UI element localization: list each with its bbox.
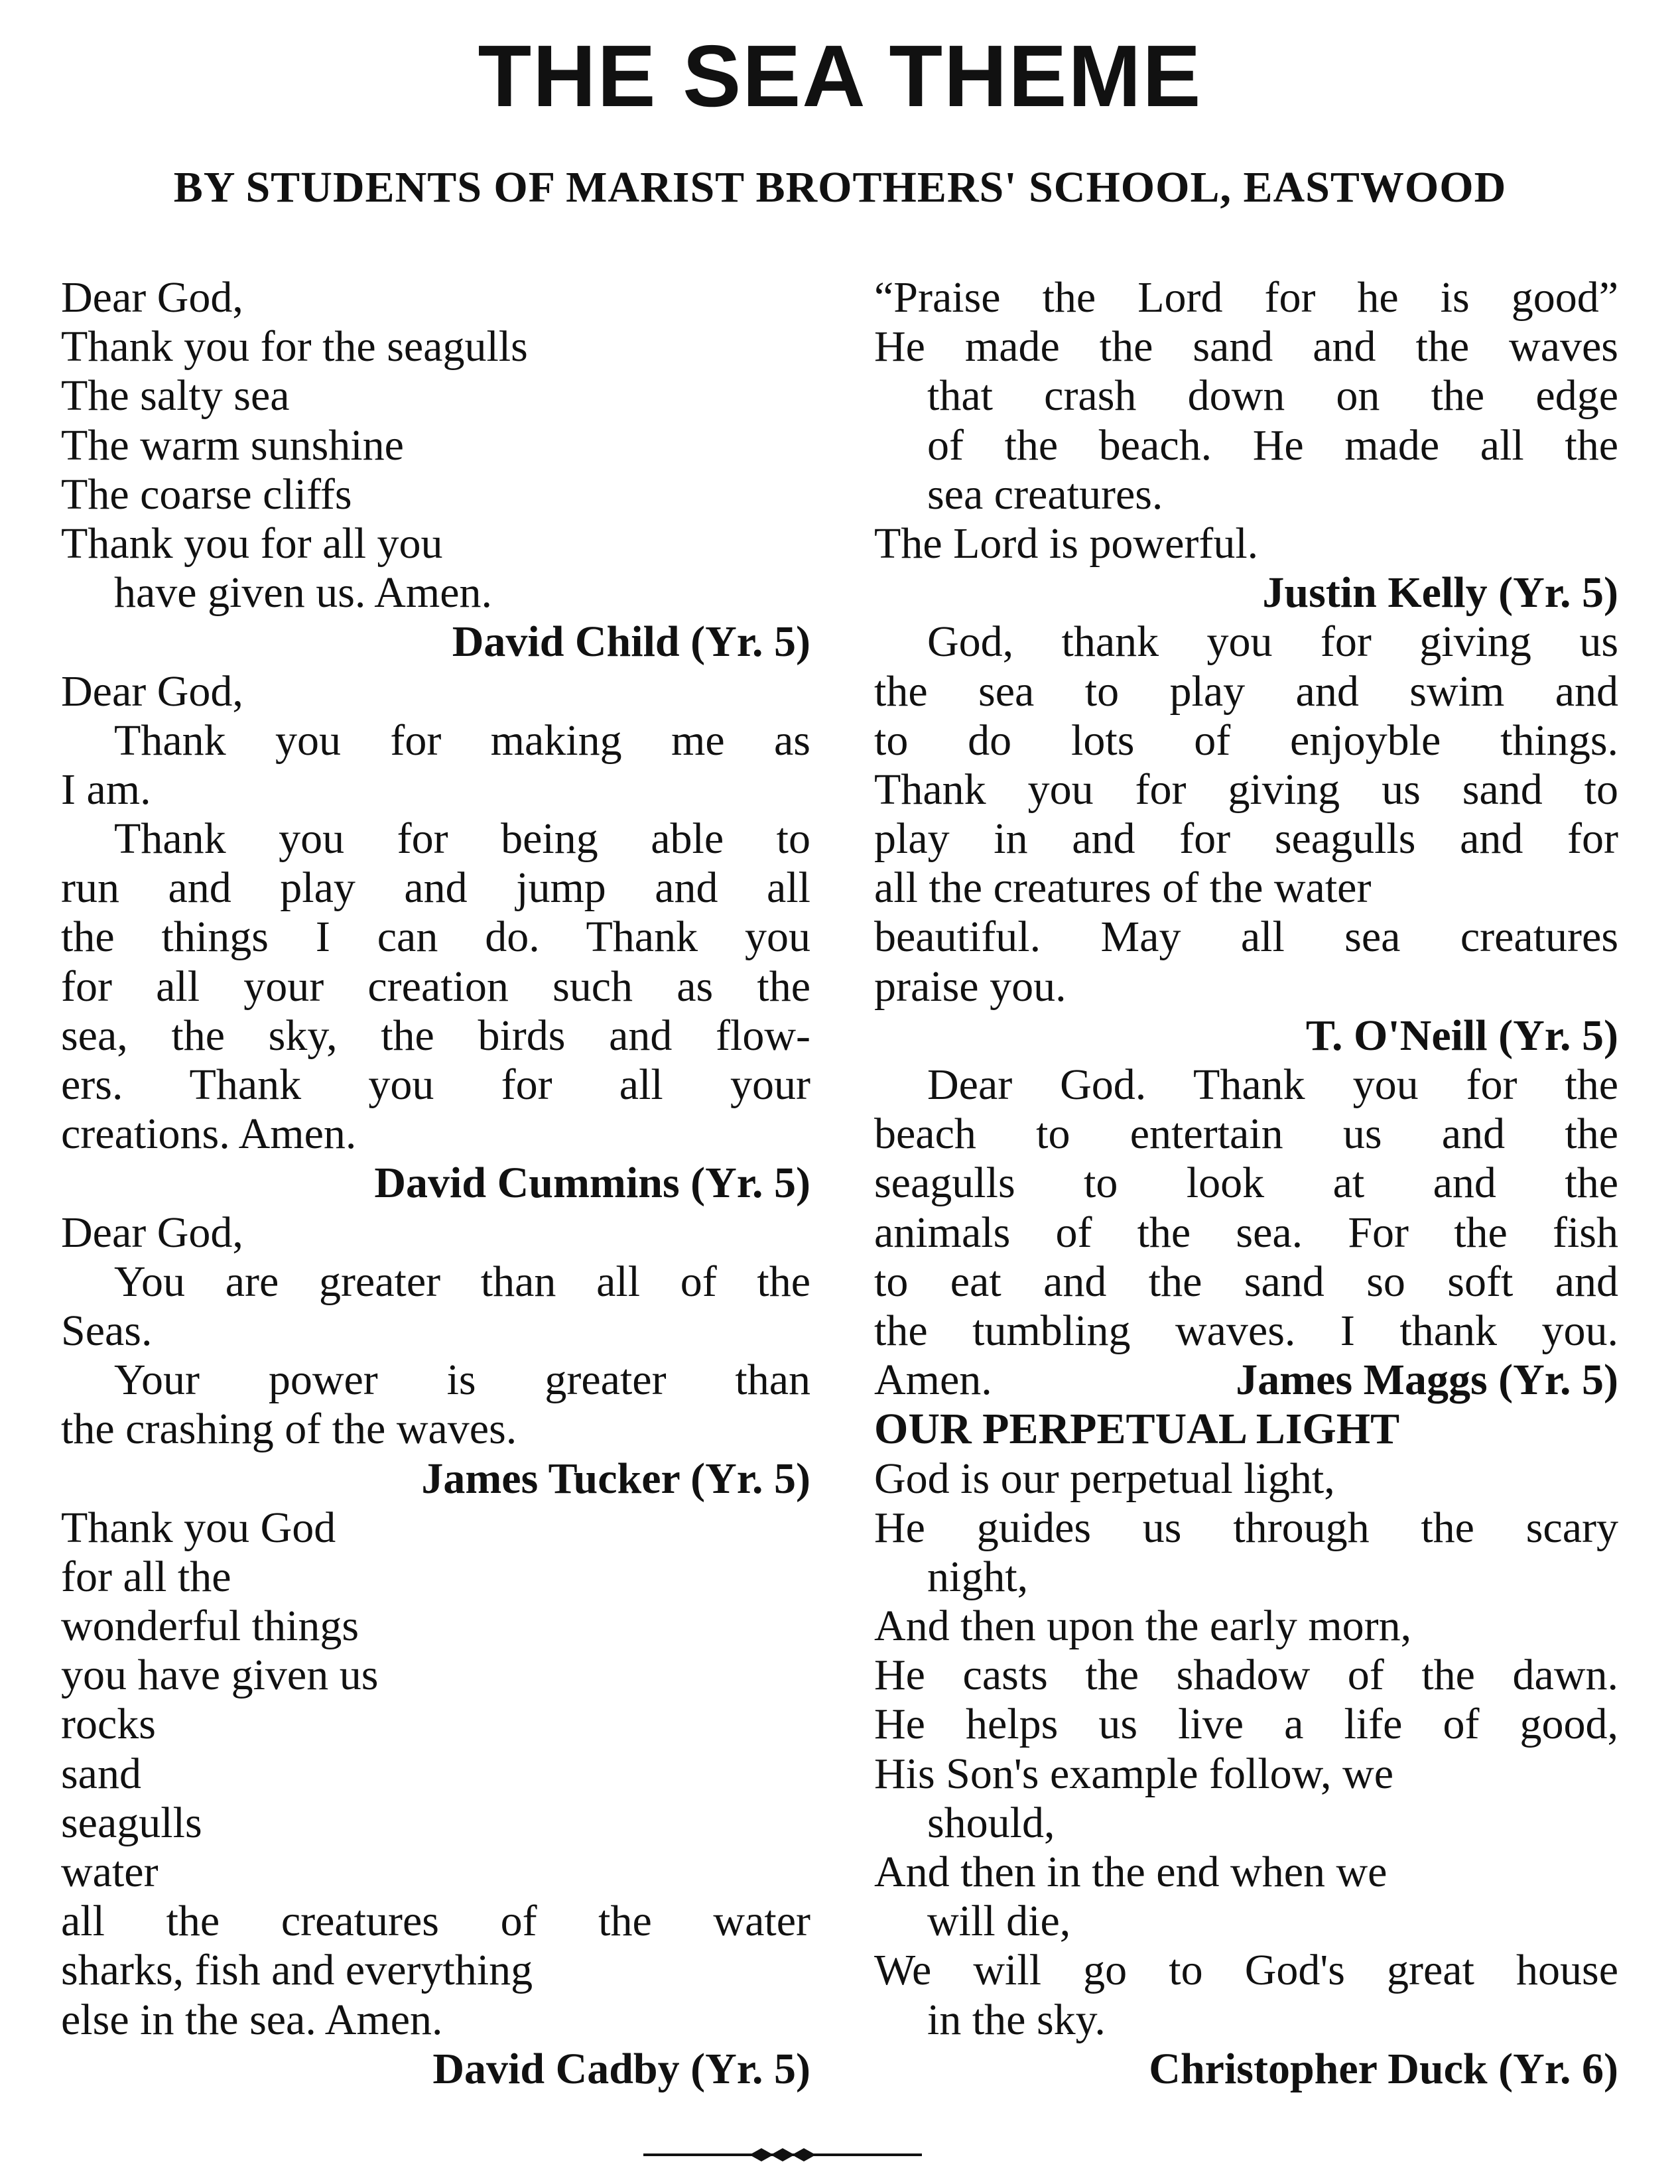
poem-line: And then in the end when we [874, 1848, 1388, 1896]
poem-line: night, [927, 1552, 1029, 1601]
poem-line: the tumbling waves. I thank you. [874, 1306, 1618, 1355]
poem-line: animals of the sea. For the fish [874, 1208, 1618, 1257]
poem-line: all the creatures of the water [61, 1897, 810, 1946]
poem-line: sand [61, 1749, 141, 1798]
poem-line: beach to entertain us and the [874, 1110, 1618, 1159]
poem-line: you have given us [61, 1651, 379, 1700]
poem-line: His Son's example follow, we [874, 1749, 1394, 1798]
poem-line: Thank you for being able to [114, 814, 810, 864]
author-credit: David Child (Yr. 5) [452, 617, 810, 667]
poem-line: the things I can do. Thank you [61, 913, 810, 962]
poem-line: Your power is greater than [114, 1356, 810, 1405]
poem-line-text: Amen. [874, 1356, 992, 1405]
author-credit: Christopher Duck (Yr. 6) [1149, 2044, 1618, 2093]
poem-line: the crashing of the waves. [61, 1405, 517, 1454]
page-subtitle: BY STUDENTS OF MARIST BROTHERS' SCHOOL, EASTWOOD [173, 163, 1507, 212]
poem-line: play in and for seagulls and for [874, 814, 1618, 864]
poem-line: The warm sunshine [61, 420, 404, 470]
author-credit: Justin Kelly (Yr. 5) [1262, 568, 1618, 617]
poem-heading: OUR PERPETUAL LIGHT [874, 1405, 1400, 1454]
poem-line: in the sky. [927, 1995, 1106, 2044]
poem-line: water [61, 1848, 159, 1896]
poem-line: should, [927, 1798, 1055, 1847]
poem-line: sea creatures. [927, 470, 1163, 519]
poem-line: to do lots of enjoyble things. [874, 716, 1618, 765]
poem-line: for all your creation such as the [61, 962, 810, 1011]
poem-line: Thank you for all you [61, 519, 443, 568]
poem-line: the sea to play and swim and [874, 667, 1618, 716]
poem-line: He helps us live a life of good, [874, 1700, 1618, 1749]
poem-line: The Lord is powerful. [874, 519, 1259, 568]
poem-line: run and play and jump and all [61, 864, 810, 913]
right-column [874, 273, 1618, 2094]
poem-line: I am. [61, 765, 151, 814]
poem-line: all the creatures of the water [874, 864, 1372, 913]
poem-line: sea, the sky, the birds and flow- [61, 1011, 810, 1060]
poem-line: He made the sand and the waves [874, 322, 1618, 371]
poem-line: Thank you for giving us sand to [874, 765, 1618, 814]
poem-line: wonderful things [61, 1602, 359, 1651]
poem-line: seagulls to look at and the [874, 1159, 1618, 1208]
poem-line: Dear God, [61, 1208, 243, 1257]
left-column [61, 273, 810, 2094]
poem-line: have given us. Amen. [114, 568, 493, 617]
poem-line: We will go to God's great house [874, 1946, 1618, 1995]
poem-line: Thank you for the seagulls [61, 322, 528, 371]
poem-line: Dear God, [61, 273, 243, 322]
poem-line: of the beach. He made all the [927, 420, 1618, 470]
poem-line [874, 1356, 1618, 1405]
poem-line: rocks [61, 1700, 156, 1749]
poem-line: creations. Amen. [61, 1110, 357, 1159]
poem-line: The coarse cliffs [61, 470, 352, 519]
author-credit: David Cadby (Yr. 5) [432, 2044, 810, 2093]
poem-line: ers. Thank you for all your [61, 1060, 810, 1109]
poem-line: will die, [927, 1897, 1071, 1946]
poem-line: beautiful. May all sea creatures [874, 913, 1618, 962]
poem-line: Thank you for making me as [114, 716, 810, 765]
poem-line: Dear God, [61, 667, 243, 716]
poem-line: Thank you God [61, 1503, 336, 1552]
poem-line: Seas. [61, 1306, 153, 1355]
poem-line: Dear God. Thank you for the [927, 1060, 1618, 1109]
author-credit: James Tucker (Yr. 5) [421, 1454, 810, 1503]
poem-line: sharks, fish and everything [61, 1946, 533, 1995]
author-credit: James Maggs (Yr. 5) [1236, 1356, 1618, 1405]
poem-line: He casts the shadow of the dawn. [874, 1651, 1618, 1700]
poem-line: The salty sea [61, 371, 290, 420]
poem-line: praise you. [874, 962, 1066, 1011]
page-title: THE SEA THEME [478, 27, 1202, 125]
poem-line: “Praise the Lord for he is good” [874, 273, 1618, 322]
author-credit: T. O'Neill (Yr. 5) [1305, 1011, 1618, 1060]
poem-line: God, thank you for giving us [927, 617, 1618, 667]
poem-line: God is our perpetual light, [874, 1454, 1335, 1503]
poem-line: He guides us through the scary [874, 1503, 1618, 1552]
poem-line: seagulls [61, 1798, 202, 1847]
poem-line: else in the sea. Amen. [61, 1995, 443, 2044]
poem-line: that crash down on the edge [927, 371, 1618, 420]
poem-line: And then upon the early morn, [874, 1602, 1412, 1651]
poem-line: for all the [61, 1552, 231, 1601]
poem-line: to eat and the sand so soft and [874, 1257, 1618, 1306]
ornament-divider [643, 2145, 922, 2165]
author-credit: David Cummins (Yr. 5) [374, 1159, 810, 1208]
poem-line: You are greater than all of the [114, 1257, 810, 1306]
